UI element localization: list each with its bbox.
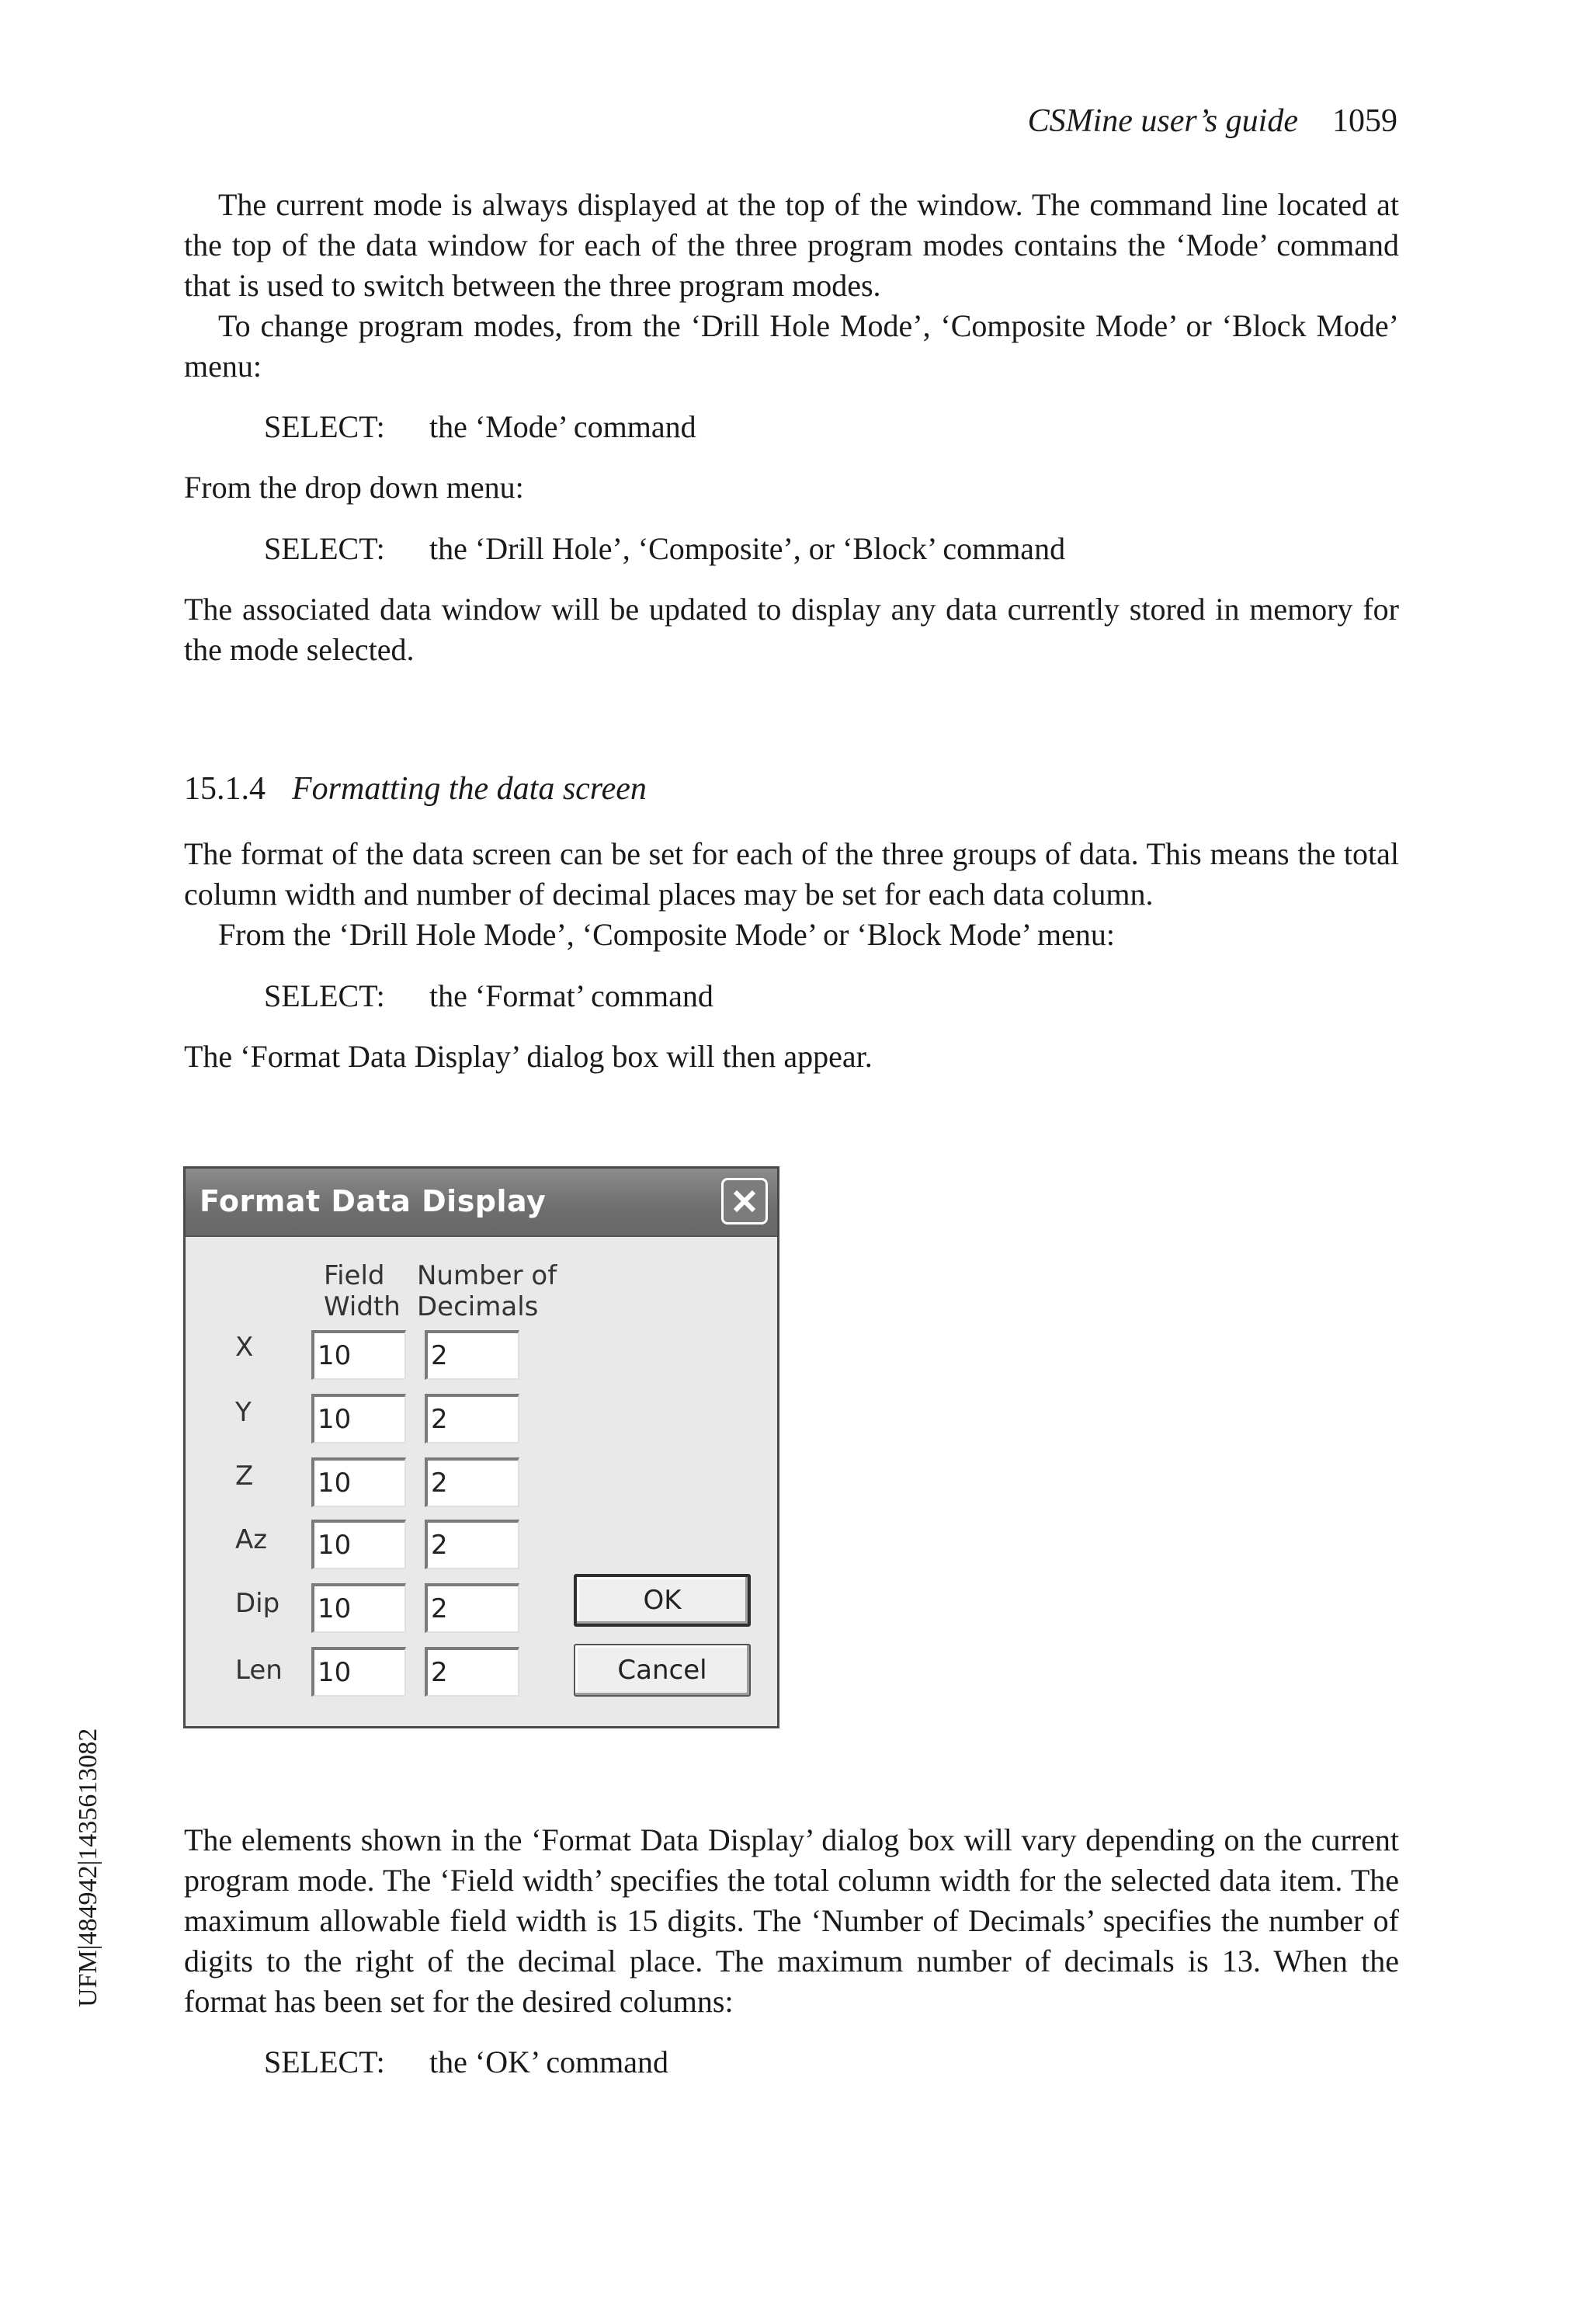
select-instruction: SELECT: the ‘OK’ command xyxy=(264,2044,669,2079)
running-header xyxy=(1028,102,1397,140)
field-width-az[interactable] xyxy=(311,1520,406,1569)
field-width-z[interactable] xyxy=(311,1457,406,1507)
paragraph-dialog-elements: The elements shown in the ‘Format Data Display’ dialog box will vary depending on the current program mode. The ‘Field width’ specifies the total column width for the selected data item. The maximum allowable field width is 15 digits. The ‘Number of Decimals’ specifies the number of digits to the right of the decimal place. The maximum number of decimals is 13. When the format has been set for the desired columns: xyxy=(184,1822,1399,2019)
paragraph-mode-display: The current mode is always displayed at the top of the window. The command line located at the top of the data window for each of the three program modes contains the ‘Mode’ command that is used to switch between the three program modes. xyxy=(184,187,1399,303)
book-title: CSMine user’s guide xyxy=(1027,103,1298,139)
paragraph-format-intro: The format of the data screen can be set for each of the three groups of data. This means the total column width and number of decimal places may be set for each data column. xyxy=(184,836,1399,912)
paragraph-dialog-appear: The ‘Format Data Display’ dialog box will then appear. xyxy=(184,1039,873,1074)
format-data-display-dialog xyxy=(183,1166,779,1728)
ok-button[interactable]: OK xyxy=(574,1574,751,1627)
column-header-field-width: Field Width xyxy=(324,1260,401,1322)
section-heading: 15.1.4 Formatting the data screen xyxy=(184,771,647,807)
decimals-az[interactable] xyxy=(425,1520,519,1569)
paragraph-dropdown: From the drop down menu: xyxy=(184,470,524,505)
document-id: UFM|484942|1435613082 xyxy=(74,1728,102,2007)
paragraph-format-menu: From the ‘Drill Hole Mode’, ‘Composite Mode’ or ‘Block Mode’ menu: xyxy=(218,917,1115,952)
row-label-dip: Dip xyxy=(235,1588,280,1619)
dialog-title: Format Data Display xyxy=(200,1184,547,1218)
paragraph-change-mode: To change program modes, from the ‘Drill Hole Mode’, ‘Composite Mode’ or ‘Block Mode’ menu: xyxy=(184,308,1399,384)
decimals-y[interactable] xyxy=(425,1394,519,1443)
page-number: 1059 xyxy=(1332,103,1397,139)
row-label-len: Len xyxy=(235,1655,283,1686)
field-width-dip[interactable] xyxy=(311,1583,406,1633)
cancel-button[interactable]: Cancel xyxy=(574,1644,751,1697)
field-width-x[interactable] xyxy=(311,1330,406,1380)
column-header-decimals: Number of Decimals xyxy=(417,1260,557,1322)
select-instruction: SELECT: the ‘Drill Hole’, ‘Composite’, or ‘Block’ command xyxy=(264,531,1066,566)
close-icon[interactable] xyxy=(721,1178,768,1225)
row-label-y: Y xyxy=(235,1397,252,1428)
paragraph-data-window: The associated data window will be updated to display any data currently stored in memory for the mode selected. xyxy=(184,592,1399,667)
row-label-x: X xyxy=(235,1332,254,1363)
select-instruction: SELECT: the ‘Mode’ command xyxy=(264,409,696,444)
select-instruction: SELECT: the ‘Format’ command xyxy=(264,978,713,1013)
field-width-y[interactable] xyxy=(311,1394,406,1443)
field-width-len[interactable] xyxy=(311,1647,406,1697)
decimals-z[interactable] xyxy=(425,1457,519,1507)
decimals-x[interactable] xyxy=(425,1330,519,1380)
dialog-titlebar xyxy=(186,1169,777,1237)
row-label-az: Az xyxy=(235,1524,268,1555)
decimals-dip[interactable] xyxy=(425,1583,519,1633)
decimals-len[interactable] xyxy=(425,1647,519,1697)
row-label-z: Z xyxy=(235,1461,254,1492)
